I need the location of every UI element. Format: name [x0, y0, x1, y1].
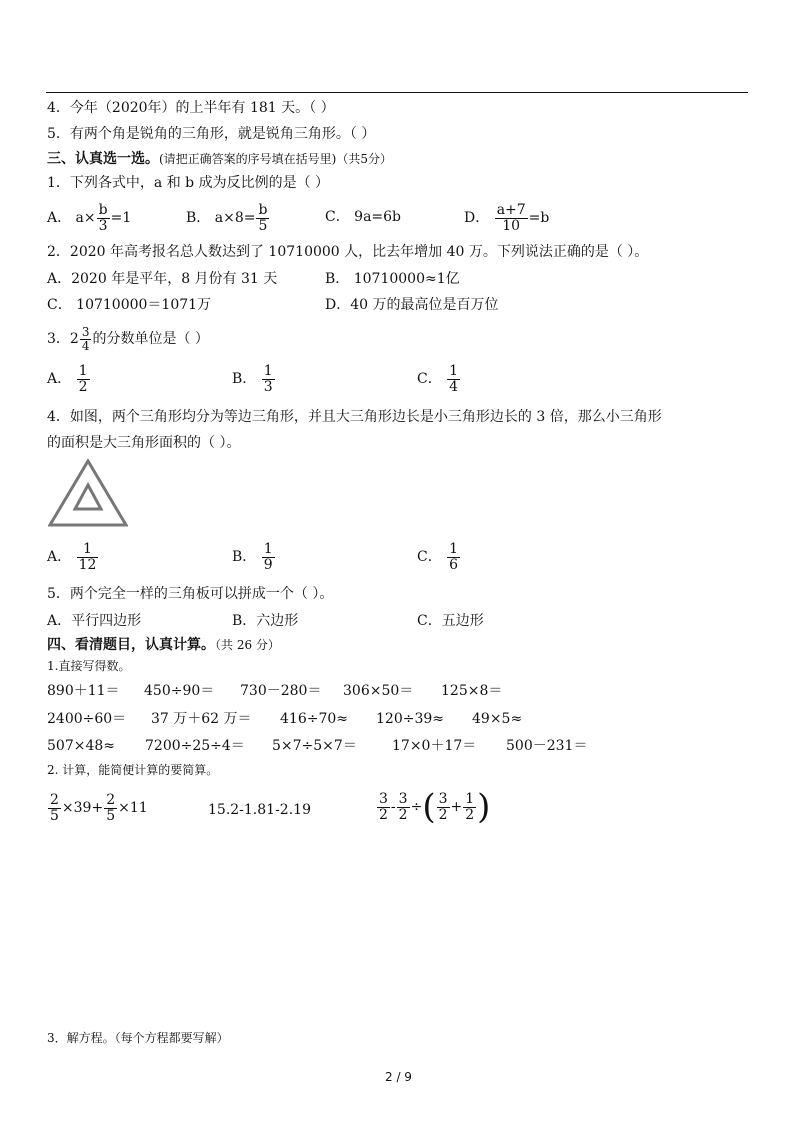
- mental-row-3-item-2: 7200÷25÷4＝: [145, 738, 245, 754]
- choice-q1-option-b: B． a×8= $\frac{b}{5}$: [186, 202, 268, 234]
- choice-q3-option-b: B． $\frac{1}{3}$: [232, 363, 273, 395]
- mental-row-3-item-5: 500－231＝: [506, 738, 588, 754]
- calc-expression-3: $\frac{3}{2}$ - $\frac{3}{2}$ ÷( $\frac{3}{2}$ + $\frac{1}{2}$ ): [379, 787, 491, 827]
- calc-sub2-title: 2. 计算，能简便计算的要简算。: [47, 763, 219, 777]
- calc-sub1-title: 1.直接写得数。: [47, 659, 131, 673]
- mental-row-3-item-1: 507×48≈: [47, 738, 115, 754]
- choice-q3-option-a: A． $\frac{1}{2}$: [47, 363, 88, 395]
- choice-q4-option-a: A． $\frac{1}{12}$: [47, 541, 97, 573]
- choice-q2-option-b: B． 10710000≈1亿: [325, 271, 460, 287]
- mental-row-3-item-3: 5×7÷5×7＝: [272, 738, 357, 754]
- choice-q1-option-a: A． a× $\frac{b}{3}$ =1: [47, 202, 132, 234]
- section-4-note: （共 26 分）: [215, 638, 280, 652]
- page-number: 2 / 9: [385, 1070, 412, 1084]
- section-4-heading: [47, 638, 280, 652]
- calc-expression-1: $\frac{2}{5}$ ×39+ $\frac{2}{5}$ ×11: [50, 792, 148, 824]
- choice-q1-option-d: D． $\frac{a+7}{10}$ =b: [464, 202, 550, 234]
- choice-q1-option-c: C． 9a=6b: [325, 209, 402, 225]
- choice-q2-option-d: D．40 万的最高位是百万位: [325, 297, 499, 313]
- choice-q5-option-c: C．五边形: [417, 613, 484, 629]
- mental-row-1-item-2: 450÷90＝: [144, 683, 215, 699]
- calc-expression-2: 15.2-1.81-2.19: [208, 802, 311, 818]
- choice-q4-stem-line1: 4．如图，两个三角形均分为等边三角形，并且大三角形边长是小三角形边长的 3 倍，那么小三角形: [47, 409, 662, 425]
- choice-q1-stem: 1．下列各式中，a 和 b 成为反比例的是（ ）: [47, 175, 330, 191]
- choice-q2-option-c: C． 10710000＝1071万: [47, 297, 212, 313]
- choice-q5-stem: 5．两个完全一样的三角板可以拼成一个（ ）。: [47, 586, 334, 602]
- small-triangle: [75, 485, 101, 509]
- mental-row-2-item-4: 120÷39≈: [376, 711, 444, 727]
- mental-row-2-item-5: 49×5≈: [472, 711, 523, 727]
- section-3-note: (请把正确答案的序号填在括号里)（共5分）: [159, 152, 392, 166]
- section-3-heading: [47, 152, 392, 166]
- judge-question-5: 5．有两个角是锐角的三角形，就是锐角三角形。（ ）: [47, 126, 376, 142]
- mental-row-2-item-2: 37 万＋62 万＝: [151, 711, 252, 727]
- choice-q3-stem: 3．2 $\frac{3}{4}$ 的分数单位是（ ）: [47, 325, 209, 353]
- nested-triangles-figure: [48, 459, 128, 527]
- choice-q5-option-a: A．平行四边形: [47, 613, 142, 629]
- choice-q4-stem-line2: 的面积是大三角形面积的（ ）。: [47, 435, 241, 451]
- mental-row-1-item-3: 730－280＝: [240, 683, 322, 699]
- judge-question-4: 4．今年（2020年）的上半年有 181 天。（ ）: [47, 100, 335, 116]
- choice-q3-option-c: C． $\frac{1}{4}$: [417, 363, 459, 395]
- mental-row-1-item-5: 125×8＝: [441, 683, 503, 699]
- mental-row-2-item-3: 416÷70≈: [280, 711, 348, 727]
- section-4-title: 四、看清题目，认真计算。: [47, 637, 215, 653]
- section-3-title: 三、认真选一选。: [47, 151, 159, 167]
- choice-q2-stem: 2．2020 年高考报名总人数达到了 10710000 人，比去年增加 40 万。下列说法正确的是（ ）。: [47, 244, 649, 260]
- calc-sub3-title: 3．解方程。（每个方程都要写解）: [47, 1031, 229, 1045]
- choice-q5-option-b: B．六边形: [232, 613, 299, 629]
- choice-q4-option-b: B． $\frac{1}{9}$: [232, 541, 273, 573]
- mental-row-3-item-4: 17×0＋17＝: [392, 738, 477, 754]
- large-triangle: [50, 461, 126, 525]
- top-rule: [46, 92, 748, 93]
- choice-q2-option-a: A．2020 年是平年，8 月份有 31 天: [47, 271, 278, 287]
- choice-q4-option-c: C． $\frac{1}{6}$: [417, 541, 459, 573]
- mental-row-2-item-1: 2400÷60＝: [47, 711, 127, 727]
- mental-row-1-item-4: 306×50＝: [343, 683, 414, 699]
- mental-row-1-item-1: 890＋11＝: [47, 683, 120, 699]
